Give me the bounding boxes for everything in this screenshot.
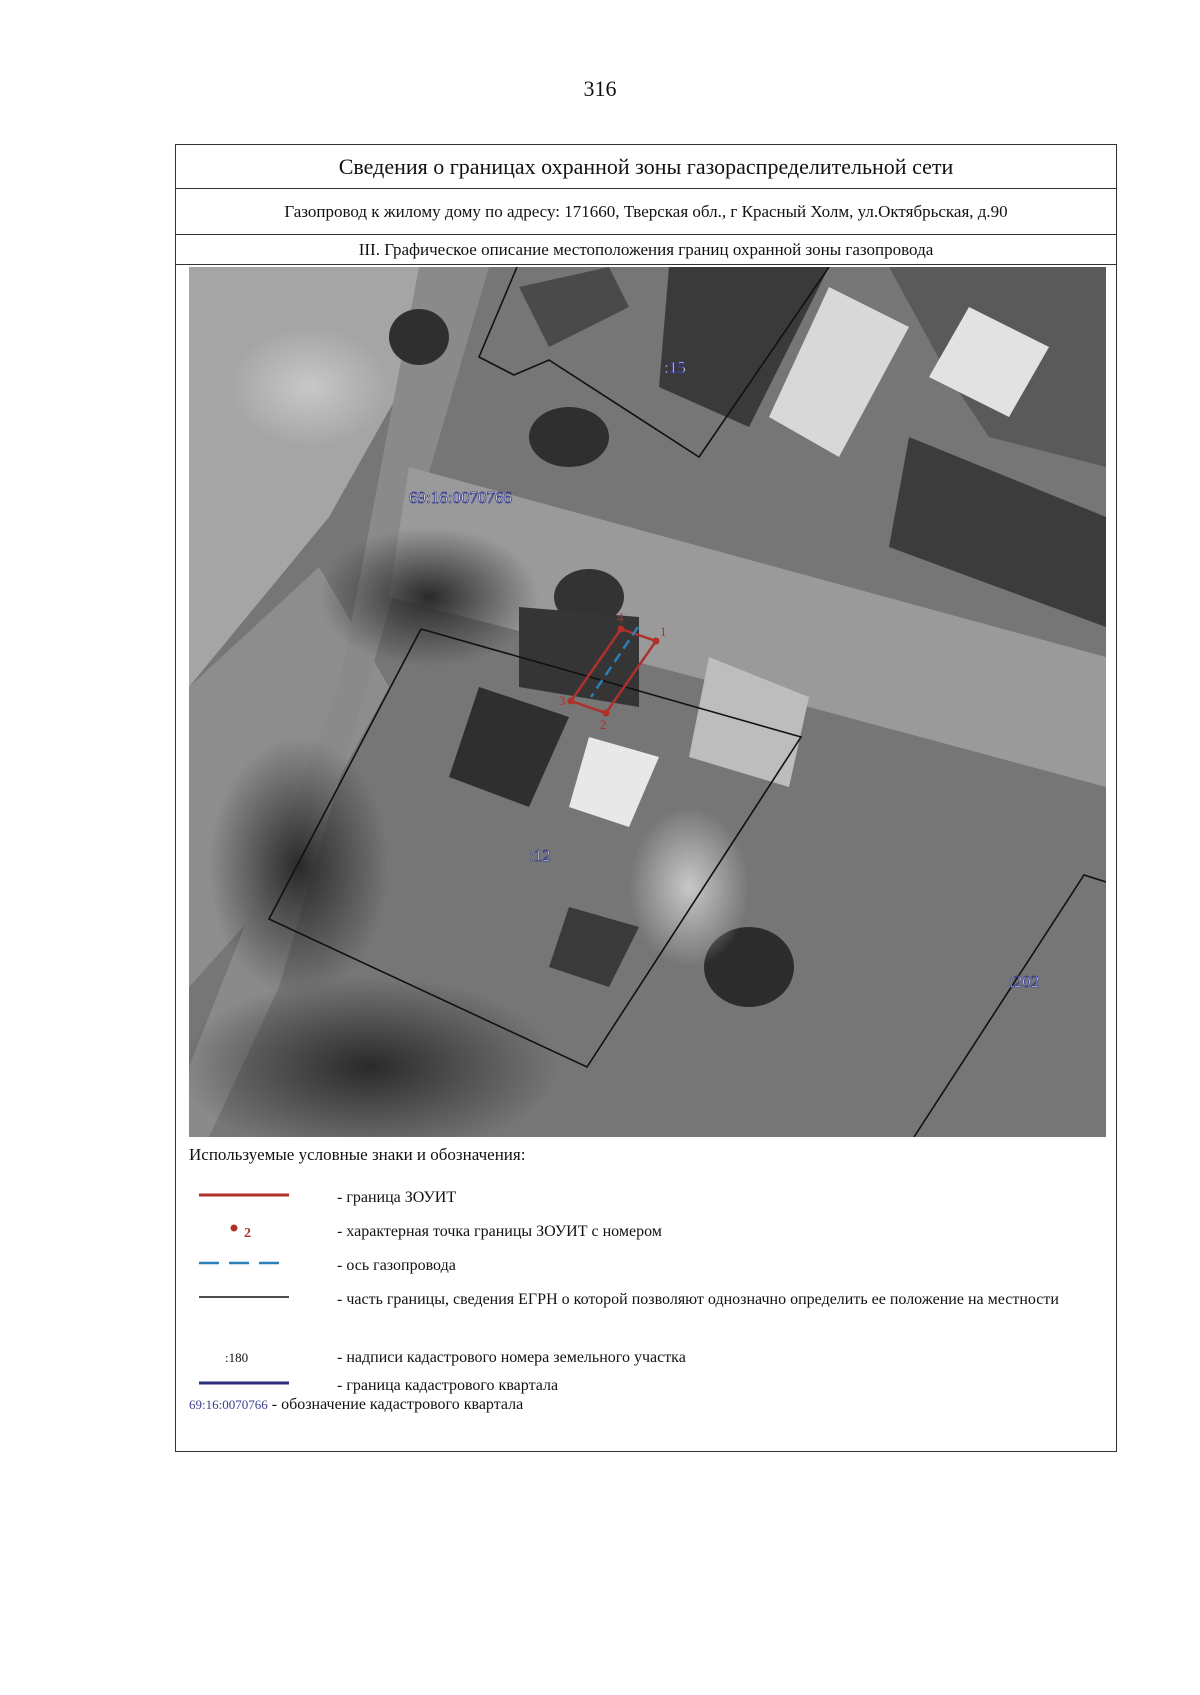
aerial-map — [189, 267, 1106, 1137]
object-description: Газопровод к жилому дому по адресу: 171660, Тверская обл., г Красный Холм, ул.Октябрьская, д.90 — [176, 189, 1116, 235]
zone-point-label-2: 2 — [600, 717, 607, 732]
parcel-label-12: :12 — [529, 846, 551, 865]
zone-point-2 — [603, 710, 610, 717]
parcel-number-symbol: :180 — [225, 1350, 249, 1365]
parcel-label-202: :202 — [1009, 972, 1040, 991]
zone-point — [617, 610, 625, 633]
red-point-symbol — [189, 1215, 299, 1249]
legend-point-number: 2 — [244, 1226, 251, 1241]
aerial-map-svg — [189, 267, 1106, 1137]
legend-text: - характерная точка границы ЗОУИТ с номером — [337, 1223, 662, 1240]
quarter-code-sample: 69:16:0070766 — [189, 1397, 268, 1412]
section-heading: III. Графическое описание местоположения границ охранной зоны газопровода — [176, 235, 1116, 265]
tree — [529, 407, 609, 467]
zone-point-4 — [618, 626, 625, 633]
tree-cluster — [209, 737, 389, 997]
blue-dashed-line-symbol — [189, 1249, 299, 1283]
tree-cluster — [319, 527, 539, 667]
open-ground — [629, 807, 749, 967]
legend-item-quarter-code — [189, 1396, 523, 1414]
page-number: 316 — [583, 76, 617, 101]
legend-item-zouit-point — [189, 1215, 1099, 1249]
legend-text: - надписи кадастрового номера земельного участка — [337, 1349, 686, 1366]
zone-point-label-4: 4 — [617, 610, 624, 625]
parcel-label-15: :15 — [664, 358, 686, 377]
legend-item-parcel-boundary — [189, 1283, 1099, 1339]
document-frame — [175, 144, 1117, 1452]
cadastral-quarter-label: 69:16:0070766 — [409, 488, 512, 507]
legend-text: - обозначение кадастрового квартала — [271, 1396, 524, 1413]
legend-text: - граница ЗОУИТ — [337, 1189, 457, 1206]
zone-point-label-1: 1 — [660, 624, 667, 639]
black-line-symbol — [189, 1283, 299, 1317]
legend-item-zouit-boundary — [189, 1181, 1099, 1215]
open-ground — [229, 327, 389, 447]
legend-title: Используемые условные знаки и обозначения: — [189, 1145, 526, 1164]
tree — [389, 309, 449, 365]
legend-text: - ось газопровода — [337, 1257, 456, 1274]
zone-point-3 — [568, 698, 575, 705]
zone-point-1 — [653, 638, 660, 645]
red-line-symbol — [189, 1181, 299, 1215]
legend-text: - граница кадастрового квартала — [337, 1377, 559, 1394]
legend-item-gas-axis — [189, 1249, 1099, 1283]
legend-text: - часть границы, сведения ЕГРН о которой позволяют однозначно определить ее положение на местности — [337, 1291, 1059, 1308]
zone-point-label-3: 3 — [559, 693, 566, 708]
document-title: Сведения о границах охранной зоны газораспределительной сети — [176, 145, 1116, 189]
